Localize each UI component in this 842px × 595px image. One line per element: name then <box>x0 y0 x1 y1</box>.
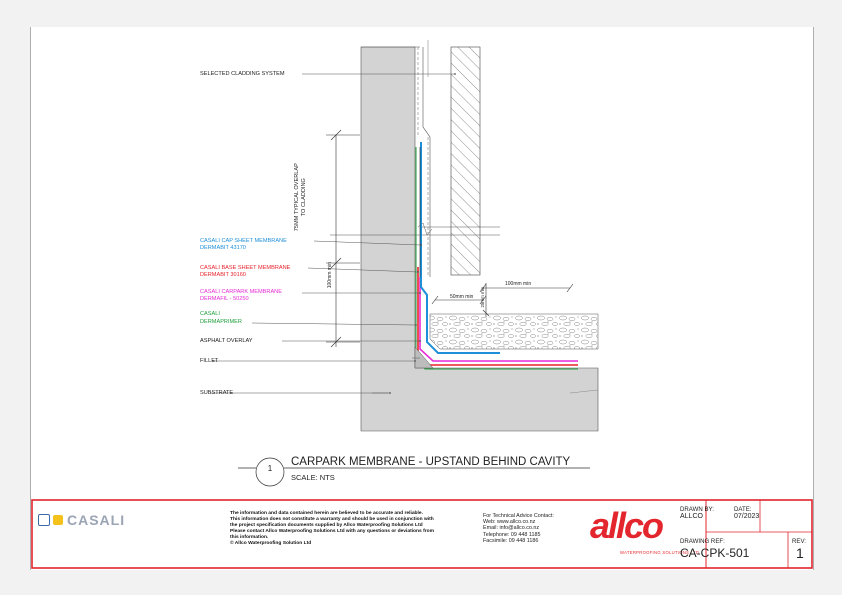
allco-logo-subtitle: WATERPROOFING SOLUTIONS LTD <box>620 550 700 555</box>
casali-logo-drop-icon <box>53 515 63 525</box>
disclaimer <box>230 511 480 548</box>
disclaimer-line: the project specification documents supplied by Allco Waterproofing Solutions Ltd <box>230 523 423 529</box>
contact-web[interactable]: Web: www.allco.co.nz <box>483 519 536 526</box>
disclaimer-line: Please contact Allco Waterproofing Solutions Ltd with any questions or deviations from <box>230 529 434 535</box>
contact-email[interactable]: Email: info@allco.co.nz <box>483 525 540 532</box>
label-primer: CASALI <box>200 311 220 317</box>
contact-heading: For Technical Advice Contact: <box>483 513 554 519</box>
detail-scale: SCALE: NTS <box>291 473 335 482</box>
section-detail-drawing <box>30 27 814 570</box>
contact-telephone: Telephone: 09 448 1185 <box>483 531 541 538</box>
disclaimer-line: This information does not constitute a warranty and should be used in conjunction with <box>230 517 434 523</box>
label-base-sheet: CASALI BASE SHEET MEMBRANE <box>200 265 291 271</box>
disclaimer-line: © Allco Waterproofing Solution Ltd <box>230 541 312 547</box>
drawing-ref-value: CA-CPK-501 <box>680 546 750 560</box>
dim-upstand: 100mm min <box>326 262 333 289</box>
casali-logo-mark-icon <box>38 514 50 526</box>
label-base-sheet-product: DERMABIT 30160 <box>200 272 246 278</box>
label-cap-sheet: CASALI CAP SHEET MEMBRANE <box>200 238 287 244</box>
casali-brand: CASALI <box>67 512 126 528</box>
dim-overlap-line2: TO CLADDING <box>300 178 307 217</box>
date-label: DATE: <box>734 506 752 513</box>
drawn-by-label: DRAWN BY: <box>680 506 714 513</box>
label-cap-sheet-product: DERMABIT 43170 <box>200 245 246 251</box>
casali-logo <box>38 512 125 528</box>
detail-title: CARPARK MEMBRANE - UPSTAND BEHIND CAVITY <box>291 456 571 468</box>
dim-horizontal-100: 100mm min <box>505 281 532 287</box>
drawn-by-value: ALLCO <box>680 513 703 520</box>
date-value: 07/2023 <box>734 513 760 520</box>
allco-logo-text: allco <box>590 505 663 546</box>
asphalt-overlay <box>430 314 598 349</box>
label-carpark-membrane: CASALI CARPARK MEMBRANE <box>200 289 282 295</box>
dim-overlap-line1: 75MM TYPICAL OVERLAP <box>293 163 300 232</box>
label-substrate: SUBSTRATE <box>200 390 234 396</box>
disclaimer-line: The information and data contained herein are believed to be accurate and reliable. <box>230 511 423 516</box>
dim-gap-25: 25mm min <box>479 286 485 308</box>
label-fillet: FILLET <box>200 358 219 364</box>
rev-value: 1 <box>796 545 804 561</box>
label-cladding: SELECTED CLADDING SYSTEM <box>200 71 285 77</box>
detail-number: 1 <box>267 464 273 473</box>
contact-facsimile: Facsimile: 09 448 1186 <box>483 537 539 544</box>
label-asphalt: ASPHALT OVERLAY <box>200 338 253 344</box>
label-primer-product: DERMAPRIMER <box>200 319 242 325</box>
drawing-sheet <box>30 27 814 570</box>
label-carpark-product: DERMAFIL - 50250 <box>200 296 249 302</box>
dim-horizontal-50: 50mm min <box>450 294 474 300</box>
disclaimer-line: this information. <box>230 535 269 541</box>
drawing-ref-label: DRAWING REF: <box>680 538 725 545</box>
rev-label: REV: <box>792 538 806 545</box>
contact-info <box>483 513 593 544</box>
cladding-panel <box>451 47 480 275</box>
